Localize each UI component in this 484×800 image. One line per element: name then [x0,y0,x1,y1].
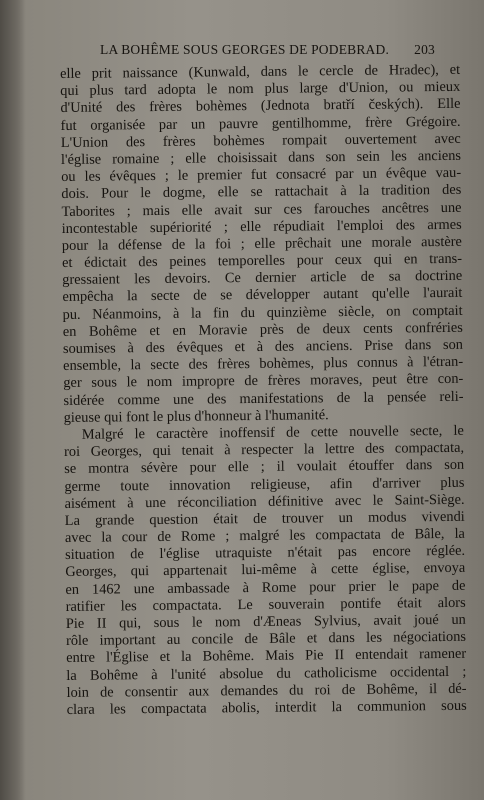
text-line: se montra sévère pour elle ; il voulait étouffer dans son [64,457,465,478]
text-line: avec la cour de Rome ; malgré les compactata de Bâle, la [64,525,466,547]
text-line: situation de l'église utraquiste n'était pas encore réglée. [65,543,466,564]
text-line: l'église romaine ; elle choisissait dans son sein les anciens [60,147,462,168]
text-line: ratifier les compactata. Le souverain pontife était alors [65,594,466,615]
text-line: fut organisée par un pauvre gentilhomme, frère Grégoire. [60,113,461,134]
text-line: ensemble, la secte des frères bohèmes, plus connus à l'étran- [63,353,464,375]
text-line: entre l'Église et la Bohême. Mais Pie II entendait ramener [66,646,467,667]
text-line: Malgré le caractère inoffensif de cette nouvelle secte, le [81,422,464,443]
text-line: gieuse qui font le plus d'honneur à l'humanité. [63,406,329,426]
text-line: roi Georges, qui tenait à respecter la lettre des compactata, [63,439,465,461]
text-line: en 1462 une ambassade à Rome pour prier le pape de [65,577,466,598]
text-line: empêcha la secte de se développer autant qu'elle l'aurait [62,285,463,306]
text-line: la Bohême à l'unité absolue du catholicisme occidental ; [66,663,467,684]
text-line: elle prit naissance (Kunwald, dans le cercle de Hradec), et [60,61,461,82]
body-text [60,62,467,719]
page-gutter-shadow [0,0,26,800]
text-line: Pie II qui, sous le nom d'Æneas Sylvius, avait joué un [65,611,466,632]
text-line: L'Union des frères bohèmes rompait ouvertement avec [60,130,461,151]
text-line: gressaient les devoirs. Ce dernier article de sa doctrine [62,268,463,289]
text-line: La grande question était de trouver un modus vivendi [64,508,465,529]
text-line: ger sous le nom impropre de frères moraves, peut être con- [63,371,464,392]
text-line: germe toute innovation religieuse, afin d'arriver plus [64,474,465,495]
text-line: ou les évêques ; le premier fut consacré par un évêque vau- [61,164,462,186]
text-line: Taborites ; mais elle avait sur ces farouches ancêtres une [61,199,462,220]
text-line: clara les compactata abolis, interdit la communion sous [66,697,467,718]
text-line: aisément à une réconciliation définitive avec le Saint-Siège. [64,491,465,512]
text-line: pour la défense de la foi ; elle prêchait une morale austère [61,233,462,254]
text-line: et édictait des peines temporelles pour ceux qui en trans- [61,250,463,272]
text-line: qui plus tard adopta le nom plus large d'Union, ou mieux [60,78,461,100]
running-head: LA BOHÊME SOUS GEORGES DE PODEBRAD. [100,42,390,57]
text-line: d'Unité des frères bohèmes (Jednota bratří českých). Elle [60,96,461,117]
page-number: 203 [414,42,435,57]
page-header [100,42,435,64]
text-line: incontestable supériorité ; elle répudiait l'emploi des armes [61,216,462,237]
text-line: sidérée comme une des manifestations de la pensée reli- [63,388,464,409]
text-line: soumises à des évêques et à des anciens. Prise dans son [62,336,464,357]
text-line: en Bohême et en Moravie près de deux cents confréries [62,319,463,340]
text-line: dois. Pour le dogme, elle se rattachait à la tradition des [61,182,462,203]
text-line: pu. Néanmoins, à la fin du quinzième siècle, on comptait [62,302,463,323]
text-line: rôle important au concile de Bâle et dans les négociations [65,628,467,650]
text-line: loin de consentir aux demandes du roi de Bohême, il dé- [66,680,467,701]
text-line: Georges, qui appartenait lui-même à cette église, envoya [65,560,466,581]
